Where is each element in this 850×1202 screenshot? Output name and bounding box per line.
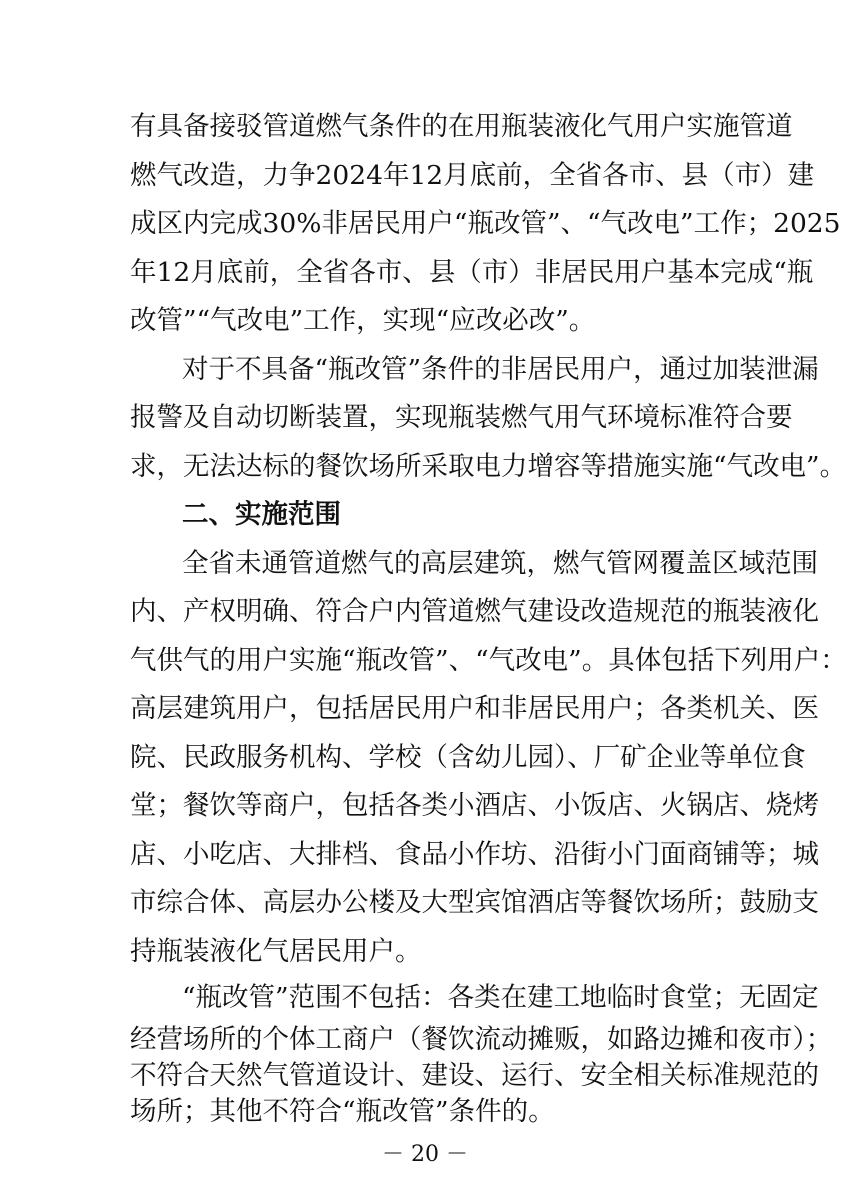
paragraph-1-line-1: 有具备接驳管道燃气条件的在用瓶装液化气用户实施管道 [130,111,793,142]
paragraph-4-line-2: 经营场所的个体工商户（餐饮流动摊贩，如路边摊和夜市）； [130,1024,833,1055]
paragraph-1-line-5: 改管”“气改电”工作，实现“应改必改”。 [130,305,596,336]
paragraph-3-line-1: 全省未通管道燃气的高层建筑，燃气管网覆盖区域范围 [182,548,818,579]
paragraph-4-line-3: 不符合天然气管道设计、建设、运行、安全相关标准规范的 [130,1060,819,1091]
paragraph-4-line-1: “瓶改管”范围不包括：各类在建工地临时食堂；无固定 [182,982,819,1013]
paragraph-3-line-5: 院、民政服务机构、学校（含幼儿园）、厂矿企业等单位食 [130,742,806,773]
page-number: － 20 － [382,1142,468,1167]
paragraph-3-line-7: 店、小吃店、大排档、食品小作坊、沿街小门面商铺等；城 [130,839,819,870]
paragraph-3-line-3: 气供气的用户实施“瓶改管”、“气改电”。具体包括下列用户： [130,645,847,676]
paragraph-1-line-2: 燃气改造，力争2024年12月底前，全省各市、县（市）建 [130,160,815,191]
paragraph-3-line-4: 高层建筑用户，包括居民用户和非居民用户；各类机关、医 [130,693,819,724]
paragraph-3-line-9: 持瓶装液化气居民用户。 [130,936,422,967]
paragraph-3-line-2: 内、产权明确、符合户内管道燃气建设改造规范的瓶装液化 [130,596,819,627]
paragraph-1-line-4: 年12月底前，全省各市、县（市）非居民用户基本完成“瓶 [130,257,814,288]
paragraph-3-line-6: 堂；餐饮等商户，包括各类小酒店、小饭店、火锅店、烧烤 [130,790,819,821]
paragraph-3-line-8: 市综合体、高层办公楼及大型宾馆酒店等餐饮场所；鼓励支 [130,887,819,918]
paragraph-2-line-3: 求，无法达标的餐饮场所采取电力增容等措施实施“气改电”。 [130,451,847,482]
paragraph-1-line-3: 成区内完成30%非居民用户“瓶改管”、“气改电”工作；2025 [130,208,841,239]
paragraph-4-line-4: 场所；其他不符合“瓶改管”条件的。 [130,1096,555,1127]
paragraph-2-line-2: 报警及自动切断装置，实现瓶装燃气用气环境标准符合要 [130,402,793,433]
paragraph-2-line-1: 对于不具备“瓶改管”条件的非居民用户，通过加装泄漏 [182,354,819,385]
section-heading: 二、实施范围 [182,499,341,530]
